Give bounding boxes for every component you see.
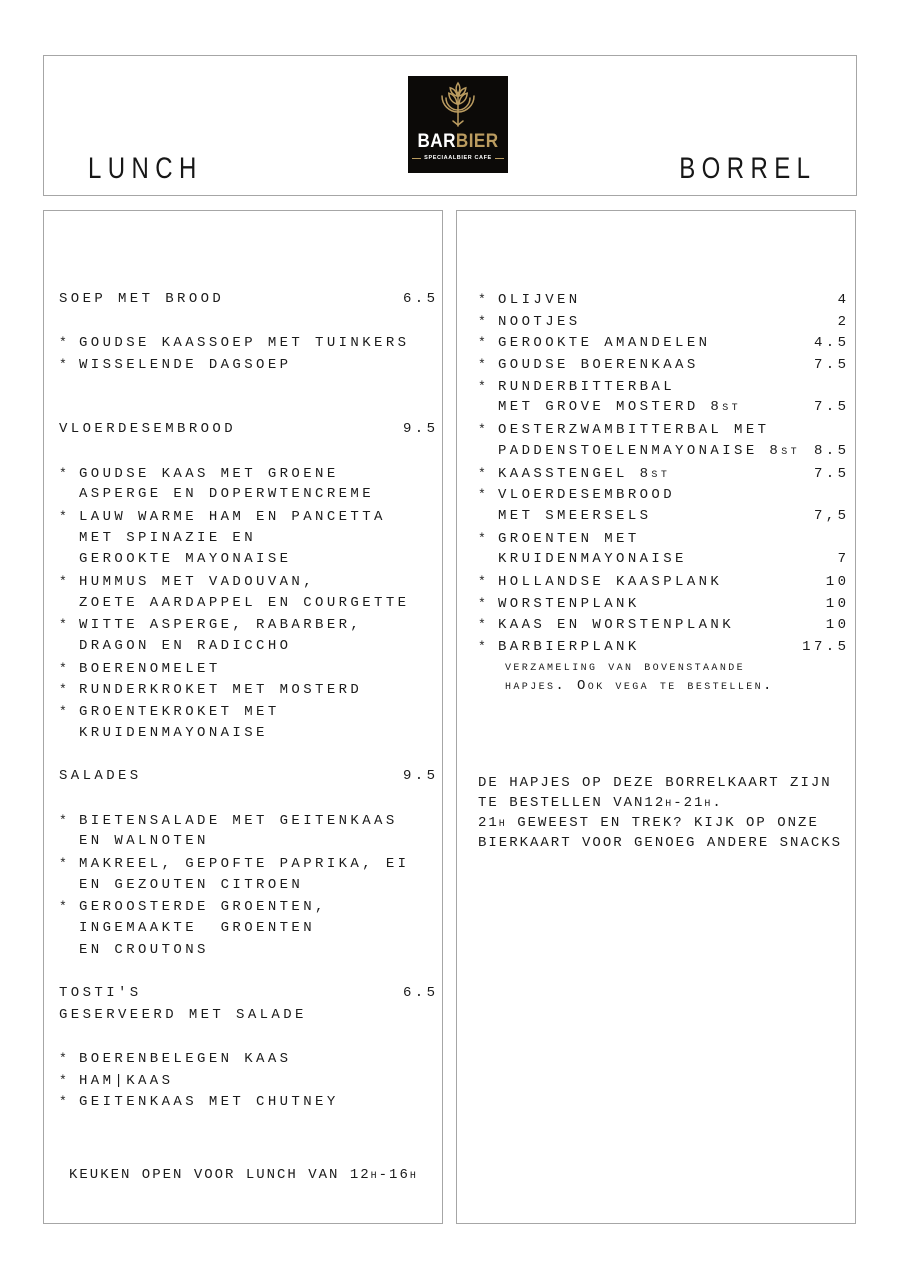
spacer [59, 397, 435, 419]
menu-item-text: KRUIDENMAYONAISE [498, 551, 687, 568]
asterisk-bullet-icon: * [59, 508, 67, 524]
section-price: 9.5 [402, 421, 439, 438]
asterisk-bullet-icon: * [59, 1051, 67, 1067]
menu-item-text: OESTERZWAMBITTERBAL MET [498, 422, 770, 439]
menu-item-text: ASPERGE EN DOPERWTENCREME [79, 486, 375, 503]
borrel-panel [456, 210, 856, 1224]
brand-tagline-row [412, 155, 504, 161]
section-title-row [59, 289, 439, 311]
menu-item-price: 7.5 [813, 465, 850, 482]
brand-wordmark-bier: BIER [455, 131, 499, 152]
menu-item-line [59, 549, 435, 571]
menu-item-text: KAASSTENGEL 8st [498, 465, 671, 482]
menu-item-price: 10 [825, 617, 850, 634]
menu-item-line [59, 1091, 435, 1113]
borrel-menu-list [457, 211, 855, 1223]
asterisk-bullet-icon: * [59, 660, 67, 676]
menu-item-line [59, 658, 435, 680]
asterisk-bullet-icon: * [59, 465, 67, 481]
menu-item-text: MET SMEERSELS [498, 507, 652, 524]
menu-item-line [478, 571, 850, 593]
menu-item-line [59, 528, 435, 550]
menu-item-line [478, 463, 850, 485]
menu-item-text: BOERENBELEGEN KAAS [79, 1051, 292, 1068]
spacer [59, 788, 435, 810]
hop-wheat-icon [435, 81, 481, 131]
menu-item-text: HOLLANDSE KAASPLANK [498, 573, 723, 590]
menu-item-text: GOUDSE BOERENKAAS [498, 357, 699, 374]
menu-item-line [59, 875, 435, 897]
menu-item-line [478, 549, 850, 571]
asterisk-bullet-icon: * [478, 617, 486, 633]
menu-item-text: WORSTENPLANK [498, 595, 640, 612]
asterisk-bullet-icon: * [59, 357, 67, 373]
menu-item-line [59, 918, 435, 940]
menu-item-text: HUMMUS MET VADOUVAN, [79, 573, 316, 590]
menu-item-text: GEROOKTE MAYONAISE [79, 551, 292, 568]
menu-item-text: BOERENOMELET [79, 660, 221, 677]
menu-item-line [59, 506, 435, 528]
asterisk-bullet-icon: * [478, 292, 486, 307]
menu-item-text: GOUDSE KAASSOEP MET TUINKERS [79, 335, 410, 352]
brand-tagline: SPECIAALBIER CAFE [424, 155, 492, 161]
asterisk-bullet-icon: * [59, 573, 67, 589]
section-title: VLOERDESEMBROOD [59, 421, 237, 438]
asterisk-bullet-icon: * [478, 487, 486, 503]
menu-item-text: INGEMAAKTE GROENTEN [79, 919, 316, 936]
menu-item-line [478, 528, 846, 550]
asterisk-bullet-icon: * [59, 899, 67, 915]
asterisk-bullet-icon: * [59, 335, 67, 351]
menu-item-text: GEITENKAAS MET CHUTNEY [79, 1094, 339, 1111]
menu-item-price: 10 [825, 573, 850, 590]
section-subtitle-row [59, 1005, 435, 1027]
menu-item-line [478, 332, 850, 354]
menu-item-line [59, 810, 435, 832]
menu-item-line [478, 484, 846, 506]
menu-item-price: 4.5 [813, 335, 850, 352]
menu-item-text: DRAGON EN RADICCHO [79, 638, 292, 654]
menu-item-text: WITTE ASPERGE, RABARBER, [79, 617, 363, 634]
menu-item-line [59, 831, 435, 853]
lunch-menu-list [44, 211, 442, 1223]
menu-item-line [478, 397, 850, 419]
menu-item-line [59, 896, 435, 918]
menu-item-price: 10 [825, 595, 850, 612]
menu-item-line [478, 593, 850, 615]
menu-item-note-line [478, 658, 846, 678]
asterisk-bullet-icon: * [478, 595, 486, 611]
menu-item-text: KAAS EN WORSTENPLANK [498, 617, 735, 634]
menu-item-text: RUNDERBITTERBAL [498, 378, 676, 395]
menu-item-text: KRUIDENMAYONAISE [79, 724, 268, 741]
spacer [59, 961, 435, 983]
menu-item-text: BARBIERPLANK [498, 639, 640, 655]
menu-item-text: EN CROUTONS [79, 941, 209, 958]
menu-item-line [59, 484, 435, 506]
menu-item-line [478, 506, 850, 528]
borrel-card-title: BORREL [678, 152, 816, 185]
menu-item-line [478, 614, 850, 636]
spacer [59, 376, 435, 398]
menu-item-text: RUNDERKROKET MET MOSTERD [79, 682, 363, 699]
asterisk-bullet-icon: * [59, 1072, 67, 1088]
menu-item-note-text: hapjes. Ook vega te bestellen. [505, 678, 774, 695]
asterisk-bullet-icon: * [478, 422, 486, 438]
spacer [59, 311, 435, 333]
menu-item-line [59, 571, 435, 593]
menu-item-line [478, 289, 850, 311]
section-title-row [59, 419, 439, 441]
section-price: 9.5 [402, 768, 439, 785]
section-price: 6.5 [402, 291, 439, 307]
menu-item-line [59, 701, 435, 723]
menu-item-text: GROENTEKROKET MET [79, 704, 280, 721]
menu-item-price: 4 [837, 292, 850, 308]
borrel-footer-note [478, 773, 846, 853]
menu-item-text: GEROOSTERDE GROENTEN, [79, 899, 327, 916]
lunch-footer-note: KEUKEN OPEN VOOR LUNCH VAN 12h-16h [69, 1167, 418, 1184]
menu-item-price: 17.5 [802, 639, 850, 655]
menu-item-text: LAUW WARME HAM EN PANCETTA [79, 508, 386, 525]
menu-item-text: GEROOKTE AMANDELEN [498, 335, 711, 352]
asterisk-bullet-icon: * [478, 639, 486, 654]
borrel-footer-line: BIERKAART VOOR GENOEG ANDERE SNACKS [478, 834, 843, 851]
asterisk-bullet-icon: * [59, 682, 67, 698]
menu-item-line [59, 679, 435, 701]
menu-item-note-line [478, 677, 846, 697]
menu-item-line [59, 1070, 435, 1092]
barbier-logo [408, 76, 508, 173]
menu-item-text: PADDENSTOELENMAYONAISE 8st [498, 442, 801, 459]
lunch-panel [43, 210, 443, 1224]
menu-item-text: ZOETE AARDAPPEL EN COURGETTE [79, 594, 410, 611]
asterisk-bullet-icon: * [59, 855, 67, 871]
menu-item-line [478, 636, 850, 658]
spacer [59, 744, 435, 766]
asterisk-bullet-icon: * [478, 378, 486, 394]
menu-item-text: EN GEZOUTEN CITROEN [79, 876, 304, 893]
borrel-footer-line: DE HAPJES OP DEZE BORRELKAART ZIJN [478, 774, 832, 791]
tagline-dash-right-icon [495, 158, 504, 159]
spacer [59, 441, 435, 463]
asterisk-bullet-icon: * [478, 357, 486, 373]
asterisk-bullet-icon: * [478, 465, 486, 481]
menu-item-text: EN WALNOTEN [79, 833, 209, 850]
menu-item-line [478, 354, 850, 376]
menu-item-price: 7,5 [813, 507, 850, 524]
header-panel [43, 55, 857, 196]
menu-item-line [478, 441, 850, 463]
menu-item-note-text: verzameling van bovenstaande [505, 658, 746, 675]
section-title: SOEP MET BROOD [59, 291, 225, 307]
asterisk-bullet-icon: * [478, 313, 486, 329]
menu-item-line [59, 940, 435, 962]
brand-wordmark-bar: BAR [417, 131, 456, 152]
menu-item-text: HAM|KAAS [79, 1072, 174, 1089]
menu-item-text: VLOERDESEMBROOD [498, 487, 676, 504]
menu-item-text: GROENTEN MET [498, 530, 640, 547]
section-subtitle: GESERVEERD MET SALADE [59, 1006, 307, 1023]
section-title: SALADES [59, 768, 142, 785]
menu-item-line [478, 311, 850, 333]
asterisk-bullet-icon: * [59, 704, 67, 720]
menu-item-text: GOUDSE KAAS MET GROENE [79, 465, 339, 482]
menu-item-price: 7.5 [813, 399, 850, 416]
brand-wordmark [417, 132, 498, 151]
menu-item-price: 2 [837, 313, 850, 330]
lunch-card-title: LUNCH [88, 152, 203, 185]
menu-item-line [59, 1048, 435, 1070]
asterisk-bullet-icon: * [59, 812, 67, 828]
menu-item-text: MET SPINAZIE EN [79, 529, 257, 546]
menu-item-line [59, 636, 435, 658]
section-title: TOSTI'S [59, 985, 142, 1001]
borrel-footer-line: 21h GEWEEST EN TREK? KIJK OP ONZE [478, 814, 819, 831]
menu-item-line [478, 419, 846, 441]
menu-item-line [59, 463, 435, 485]
asterisk-bullet-icon: * [478, 573, 486, 589]
section-title-row [59, 766, 439, 788]
menu-item-text: MET GROVE MOSTERD 8st [498, 399, 742, 416]
menu-item-line [59, 614, 435, 636]
menu-item-line [59, 332, 435, 354]
menu-item-text: MAKREEL, GEPOFTE PAPRIKA, EI [79, 855, 410, 872]
borrel-footer-line: TE BESTELLEN VAN12h-21h. [478, 794, 723, 811]
menu-item-price: 7.5 [813, 357, 850, 374]
asterisk-bullet-icon: * [478, 335, 486, 351]
menu-item-line [478, 376, 846, 398]
spacer [59, 1026, 435, 1048]
section-price: 6.5 [402, 985, 439, 1001]
asterisk-bullet-icon: * [59, 617, 67, 633]
menu-item-line [59, 853, 435, 875]
asterisk-bullet-icon: * [478, 530, 486, 546]
section-title-row [59, 983, 439, 1005]
menu-item-line [59, 723, 435, 745]
menu-item-text: NOOTJES [498, 313, 581, 330]
tagline-dash-left-icon [412, 158, 421, 159]
menu-item-line [59, 354, 435, 376]
menu-item-price: 7 [837, 551, 850, 568]
menu-item-text: WISSELENDE DAGSOEP [79, 357, 292, 374]
menu-item-text: OLIJVEN [498, 292, 581, 308]
menu-item-text: BIETENSALADE MET GEITENKAAS [79, 812, 398, 829]
menu-item-line [59, 593, 435, 615]
menu-item-price: 8.5 [813, 442, 850, 459]
asterisk-bullet-icon: * [59, 1094, 67, 1110]
